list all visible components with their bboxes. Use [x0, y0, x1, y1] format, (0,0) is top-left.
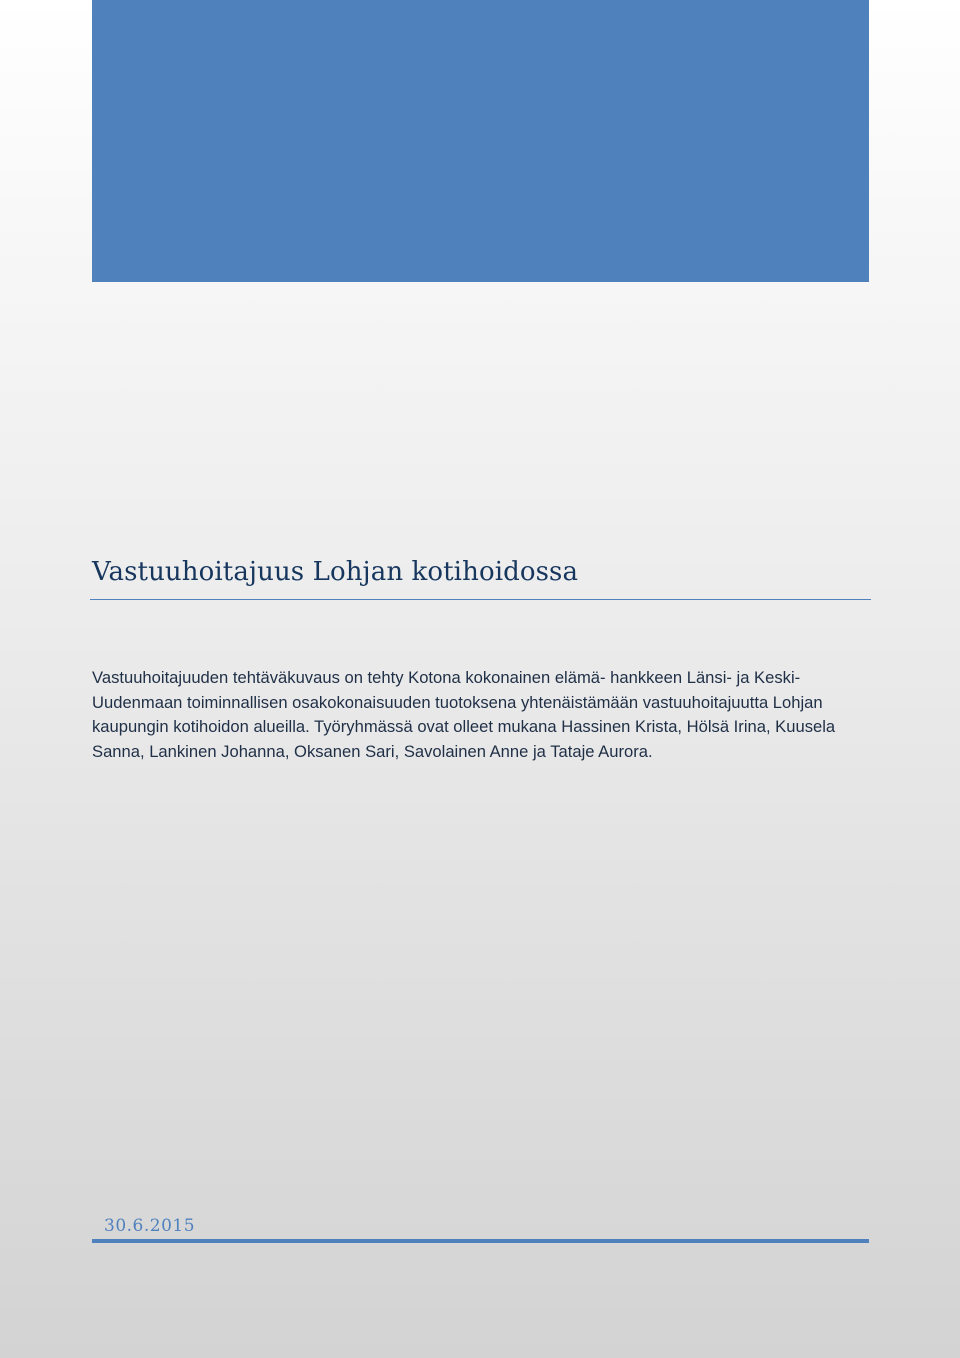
document-abstract: Vastuuhoitajuuden tehtäväkuvaus on tehty Kotona kokonainen elämä- hankkeen Länsi- ja Keski-Uudenmaan toiminnallisen osakokonaisuuden tuotoksena yhtenäistämään vastuuhoitajuutta Lohjan kaupungin kotihoidon alueilla. Työryhmässä ovat olleet mukana Hassinen Krista, Hölsä Irina, Kuusela Sanna, Lankinen Johanna, Oksanen Sari, Savolainen Anne ja Tataje Aurora.: [92, 668, 836, 761]
document-title: Vastuuhoitajuus Lohjan kotihoidossa: [92, 557, 579, 587]
date-divider: [92, 1239, 869, 1243]
cover-color-block: [92, 0, 869, 282]
document-date: 30.6.2015: [104, 1216, 196, 1236]
title-divider: [90, 599, 871, 600]
